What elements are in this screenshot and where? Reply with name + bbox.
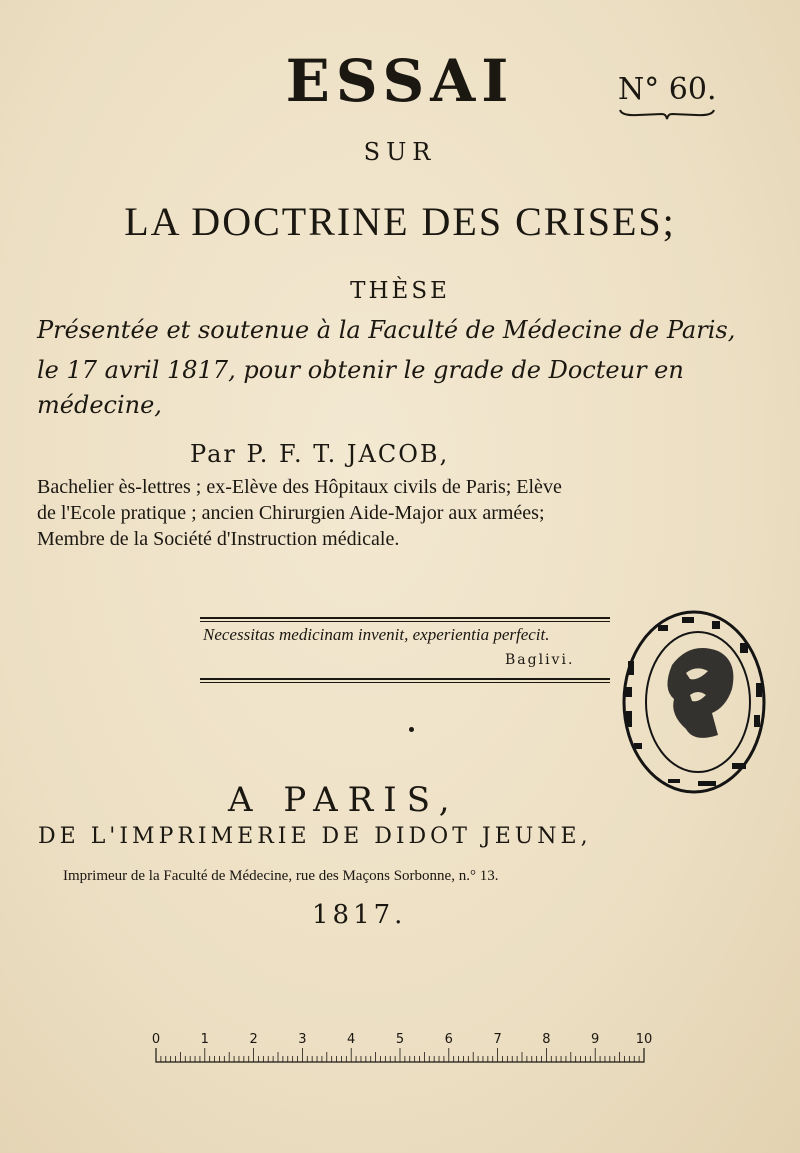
main-title: LA DOCTRINE DES CRISES; xyxy=(124,199,676,244)
credentials-line: Membre de la Société d'Instruction médicale. xyxy=(37,528,400,550)
place-line: A PARIS, xyxy=(228,780,460,820)
number-brace-ornament xyxy=(618,108,716,120)
ruler-label: 5 xyxy=(395,1032,405,1047)
presentation-line: le 17 avril 1817, pour obtenir le grade de Docteur en xyxy=(37,356,684,384)
ruler-label: 10 xyxy=(635,1032,653,1047)
ruler-label: 0 xyxy=(151,1032,161,1047)
presentation-line: Présentée et soutenue à la Faculté de Médecine de Paris, xyxy=(37,316,736,344)
these-heading: THÈSE xyxy=(350,278,450,304)
ruler-label: 1 xyxy=(200,1032,209,1047)
ruler-label: 6 xyxy=(444,1032,453,1047)
ornament-dot xyxy=(409,727,414,732)
ruler-label: 8 xyxy=(542,1032,551,1047)
epigraph-rule-top xyxy=(200,617,610,619)
ruler-label: 7 xyxy=(493,1032,502,1047)
printer-address: Imprimeur de la Faculté de Médecine, rue des Maçons Sorbonne, n.° 13. xyxy=(63,868,499,884)
printer-line: DE L'IMPRIMERIE DE DIDOT JEUNE, xyxy=(38,824,592,849)
catalog-number: N° 60. xyxy=(618,72,717,107)
library-stamp-icon xyxy=(598,603,776,801)
subtitle-sur: SUR xyxy=(363,138,437,166)
author-line: Par P. F. T. JACOB, xyxy=(190,440,450,468)
epigraph-text: Necessitas medicinam invenit, experientia perfecit. xyxy=(203,625,550,644)
credentials-line: Bachelier ès-lettres ; ex-Elève des Hôpitaux civils de Paris; Elève xyxy=(37,476,562,498)
ruler-label: 9 xyxy=(591,1032,600,1047)
ruler-label: 2 xyxy=(249,1032,258,1047)
ruler-label: 3 xyxy=(298,1032,307,1047)
book-title: ESSAI xyxy=(285,47,515,115)
ruler-label: 4 xyxy=(347,1032,356,1047)
publication-year: 1817. xyxy=(312,900,407,930)
credentials-line: de l'Ecole pratique ; ancien Chirurgien Aide-Major aux armées; xyxy=(37,502,545,524)
epigraph-author: Baglivi. xyxy=(505,652,575,668)
epigraph-rule-bottom-thin xyxy=(200,682,610,683)
epigraph-rule-bottom xyxy=(200,678,610,680)
epigraph-rule-top-thin xyxy=(200,621,610,622)
scale-ruler xyxy=(150,1030,653,1064)
presentation-line: médecine, xyxy=(37,391,162,419)
